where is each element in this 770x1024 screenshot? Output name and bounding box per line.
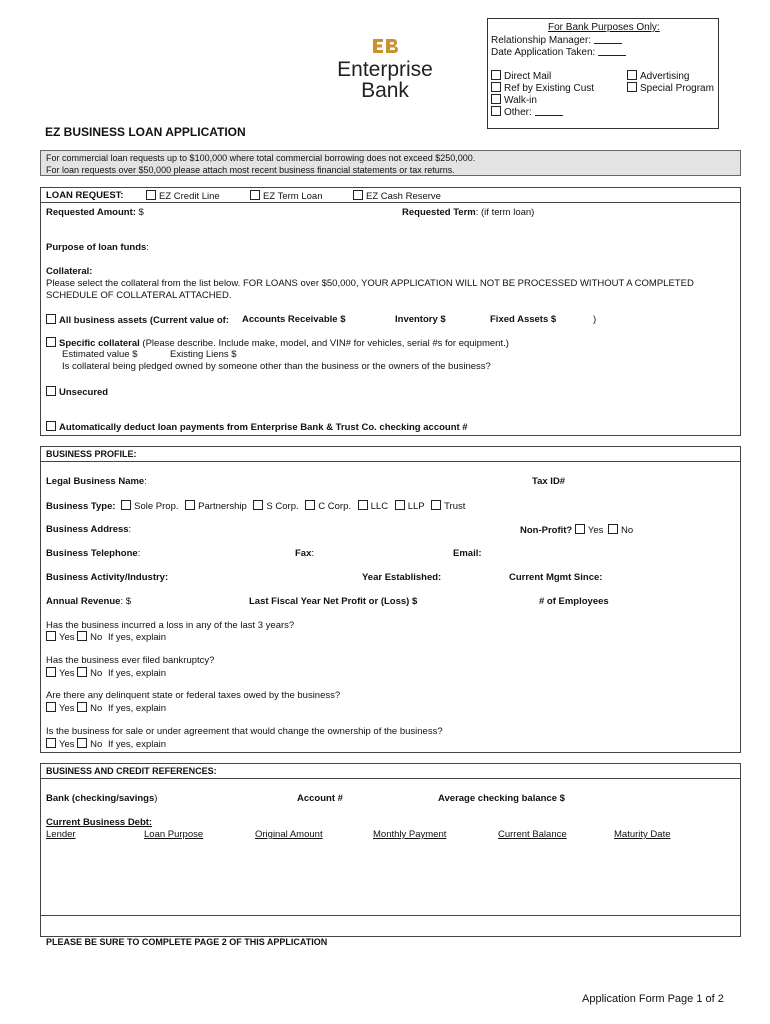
answer-no[interactable] xyxy=(77,668,102,679)
checkbox[interactable] xyxy=(46,386,56,396)
non-profit-field xyxy=(520,524,633,536)
all-assets-label: All business assets (Current value of: xyxy=(59,315,229,326)
option-ez-term-loan[interactable] xyxy=(250,190,323,202)
col-loan-purpose: Loan Purpose xyxy=(144,829,204,840)
unsecured-option[interactable] xyxy=(46,386,108,398)
business-type-llc[interactable] xyxy=(358,501,388,512)
email-field[interactable]: Email: xyxy=(453,548,482,559)
pledged-question: Is collateral being pledged owned by someone other than the business or the owners of the business? xyxy=(62,361,491,372)
col-monthly-payment: Monthly Payment xyxy=(373,829,447,840)
option-label: EZ Cash Reserve xyxy=(366,191,441,202)
if-yes-explain: If yes, explain xyxy=(107,703,167,714)
option-label: No xyxy=(90,703,103,714)
bank-option-walk-in[interactable] xyxy=(491,94,537,106)
answer-bankruptcy xyxy=(46,667,166,679)
checkbox[interactable] xyxy=(146,190,156,200)
estimated-value-field[interactable]: Estimated value $ xyxy=(62,349,138,360)
checkbox[interactable] xyxy=(46,314,56,324)
checkbox[interactable] xyxy=(575,524,585,534)
option-label: No xyxy=(621,525,634,536)
business-type-row xyxy=(46,500,465,512)
current-debt-label: Current Business Debt: xyxy=(46,817,153,828)
notice-line2: For loan requests over $50,000 please attach most recent business financial statements or tax returns. xyxy=(46,165,455,175)
employees-field[interactable]: # of Employees xyxy=(539,596,609,607)
loan-request-section xyxy=(40,187,741,436)
bank-field[interactable] xyxy=(46,793,157,804)
legal-name-field[interactable] xyxy=(46,476,147,487)
answer-yes[interactable] xyxy=(46,703,75,714)
checkbox[interactable] xyxy=(46,667,56,677)
business-type-c-corp[interactable] xyxy=(305,501,351,512)
answer-taxes xyxy=(46,702,166,714)
checkbox[interactable] xyxy=(77,702,87,712)
fax-field[interactable] xyxy=(295,548,314,559)
business-address-label: Business Address xyxy=(46,524,129,535)
checkbox[interactable] xyxy=(250,190,260,200)
annual-revenue-field[interactable] xyxy=(46,596,131,607)
col-lender: Lender xyxy=(46,829,76,840)
close-paren: ) xyxy=(593,314,597,325)
complete-page2-note: PLEASE BE SURE TO COMPLETE PAGE 2 OF THIS APPLICATION xyxy=(46,937,328,947)
specific-collateral-text: (Please describe. Include make, model, and VIN# for vehicles, serial #s for equipment.) xyxy=(139,338,509,349)
unsecured-label: Unsecured xyxy=(59,387,109,398)
option-label: Yes xyxy=(587,525,604,536)
option-label: EZ Term Loan xyxy=(263,191,323,202)
question-bankruptcy: Has the business ever filed bankruptcy? xyxy=(46,655,215,666)
checkbox[interactable] xyxy=(46,421,56,431)
option-label: Walk-in xyxy=(504,95,537,106)
checkbox[interactable] xyxy=(46,631,56,641)
checkbox[interactable] xyxy=(305,500,315,510)
option-label: LLC xyxy=(370,501,389,512)
option-label: No xyxy=(90,739,103,750)
option-label: No xyxy=(90,632,103,643)
references-bottom-divider xyxy=(40,915,741,916)
all-assets-option[interactable] xyxy=(46,314,229,326)
enterprise-bank-logo xyxy=(330,36,440,101)
checkbox[interactable] xyxy=(431,500,441,510)
option-label: EZ Credit Line xyxy=(159,191,220,202)
business-telephone-field[interactable] xyxy=(46,548,140,559)
option-label: Yes xyxy=(59,703,75,714)
question-sale: Is the business for sale or under agreement that would change the ownership of the business? xyxy=(46,726,443,737)
col-current-balance: Current Balance xyxy=(498,829,567,840)
fax-label: Fax xyxy=(295,548,312,559)
logo-text-line2: Bank xyxy=(361,79,409,102)
term-hint: : (if term loan) xyxy=(475,207,535,218)
checkbox[interactable] xyxy=(46,738,56,748)
specific-collateral-option[interactable] xyxy=(46,337,509,349)
checkbox[interactable] xyxy=(491,70,501,80)
logo-text-line1: Enterprise xyxy=(337,58,433,81)
option-label: Advertising xyxy=(640,71,690,82)
purpose-label: Purpose of loan funds xyxy=(46,242,147,253)
answer-no[interactable] xyxy=(77,739,102,750)
business-profile-header: BUSINESS PROFILE: xyxy=(46,449,137,459)
requested-amount-field[interactable] xyxy=(46,207,144,218)
notice-line1: For commercial loan requests up to $100,000 where total commercial borrowing does not exceed $250,000. xyxy=(46,153,476,163)
non-profit-no[interactable] xyxy=(608,525,633,536)
option-label: Direct Mail xyxy=(504,71,552,82)
loan-request-divider xyxy=(40,202,741,203)
checkbox[interactable] xyxy=(491,82,501,92)
business-profile-divider xyxy=(40,461,741,462)
existing-liens-field[interactable]: Existing Liens $ xyxy=(170,349,237,360)
option-label: Partnership xyxy=(198,501,247,512)
bank-option-advertising[interactable] xyxy=(627,70,689,82)
checkbox[interactable] xyxy=(358,500,368,510)
option-ez-credit-line[interactable] xyxy=(146,190,220,202)
checkbox[interactable] xyxy=(353,190,363,200)
option-label: Special Program xyxy=(640,83,714,94)
specific-collateral-label: Specific collateral xyxy=(59,338,140,349)
option-label: LLP xyxy=(407,501,425,512)
bank-purposes-title: For Bank Purposes Only: xyxy=(548,22,660,33)
business-type-sole-prop[interactable] xyxy=(121,501,178,512)
notice-bar xyxy=(40,150,741,176)
checkbox[interactable] xyxy=(608,524,618,534)
loan-request-label: LOAN REQUEST: xyxy=(46,190,124,201)
dollar-sign: $ xyxy=(138,207,144,218)
checkbox[interactable] xyxy=(77,667,87,677)
accounts-receivable-field[interactable]: Accounts Receivable $ xyxy=(242,314,346,325)
account-field[interactable]: Account # xyxy=(297,793,343,804)
checkbox[interactable] xyxy=(253,500,263,510)
telephone-colon: : xyxy=(137,548,141,559)
inventory-field[interactable]: Inventory $ xyxy=(395,314,446,325)
page-title: EZ BUSINESS LOAN APPLICATION xyxy=(45,125,246,139)
year-established-field[interactable]: Year Established: xyxy=(362,572,442,583)
bank-option-special-program[interactable] xyxy=(627,82,714,94)
auto-deduct-option[interactable] xyxy=(46,421,468,433)
net-profit-field[interactable]: Last Fiscal Year Net Profit or (Loss) $ xyxy=(249,596,418,607)
business-type-llp[interactable] xyxy=(395,501,425,512)
non-profit-label: Non-Profit? xyxy=(520,525,573,536)
tax-id-field[interactable]: Tax ID# xyxy=(532,476,566,487)
option-label: Sole Prop. xyxy=(134,501,179,512)
answer-loss xyxy=(46,631,166,643)
question-taxes: Are there any delinquent state or federal taxes owed by the business? xyxy=(46,690,341,701)
auto-deduct-label: Automatically deduct loan payments from Enterprise Bank & Trust Co. checking account # xyxy=(59,422,468,433)
answer-sale xyxy=(46,738,166,750)
answer-yes[interactable] xyxy=(46,668,75,679)
bank-label: Bank (checking/savings xyxy=(46,793,155,804)
option-label: Trust xyxy=(444,501,466,512)
purpose-colon: : xyxy=(146,242,149,253)
collateral-text-line2: SCHEDULE OF COLLATERAL ATTACHED. xyxy=(46,290,232,301)
checkbox[interactable] xyxy=(185,500,195,510)
business-address-field[interactable] xyxy=(46,524,131,535)
bank-close: ) xyxy=(154,793,158,804)
references-header: BUSINESS AND CREDIT REFERENCES: xyxy=(46,766,217,776)
business-type-trust[interactable] xyxy=(431,501,465,512)
annual-revenue-label: Annual Revenue xyxy=(46,596,121,607)
business-type-label: Business Type: xyxy=(46,501,116,512)
checkbox[interactable] xyxy=(77,631,87,641)
mgmt-since-field[interactable]: Current Mgmt Since: xyxy=(509,572,603,583)
date-taken-label: Date Application Taken: xyxy=(491,47,596,58)
non-profit-yes[interactable] xyxy=(575,525,604,536)
requested-term-field[interactable] xyxy=(402,207,534,218)
relationship-manager-field[interactable] xyxy=(491,35,622,46)
collateral-label: Collateral: xyxy=(46,266,93,277)
option-ez-cash-reserve[interactable] xyxy=(353,190,441,202)
logo-mark-icon xyxy=(370,36,400,56)
option-label: Other: xyxy=(504,107,532,118)
col-original-amount: Original Amount xyxy=(255,829,323,840)
revenue-dollar: : $ xyxy=(120,596,131,607)
question-loss: Has the business incurred a loss in any of the last 3 years? xyxy=(46,620,295,631)
checkbox[interactable] xyxy=(491,106,501,116)
legal-name-colon: : xyxy=(144,476,147,487)
checkbox[interactable] xyxy=(46,337,56,347)
references-section xyxy=(40,763,741,937)
if-yes-explain: If yes, explain xyxy=(107,632,167,643)
requested-amount-label: Requested Amount: xyxy=(46,207,136,218)
business-activity-field[interactable]: Business Activity/Industry: xyxy=(46,572,169,583)
collateral-text-line1: Please select the collateral from the list below. FOR LOANS over $50,000, YOUR APPLICATION WILL NOT BE PROCESSED WITHOUT A COMPLETED xyxy=(46,278,694,289)
business-type-partnership[interactable] xyxy=(185,501,247,512)
option-label: No xyxy=(90,668,103,679)
address-colon: : xyxy=(128,524,132,535)
avg-balance-field[interactable]: Average checking balance $ xyxy=(438,793,565,804)
references-divider xyxy=(40,778,741,779)
checkbox[interactable] xyxy=(491,94,501,104)
checkbox[interactable] xyxy=(77,738,87,748)
date-taken-field[interactable] xyxy=(491,47,626,58)
checkbox[interactable] xyxy=(46,702,56,712)
bank-option-ref-existing[interactable] xyxy=(491,82,594,94)
fixed-assets-field[interactable]: Fixed Assets $ xyxy=(490,314,557,325)
answer-no[interactable] xyxy=(77,632,102,643)
purpose-field[interactable] xyxy=(46,242,149,253)
relationship-manager-label: Relationship Manager: xyxy=(491,35,592,46)
fax-colon: : xyxy=(311,548,315,559)
page-number: Application Form Page 1 of 2 xyxy=(582,993,724,1005)
bank-option-other[interactable] xyxy=(491,106,563,118)
checkbox[interactable] xyxy=(627,82,637,92)
business-type-s-corp[interactable] xyxy=(253,501,298,512)
answer-yes[interactable] xyxy=(46,739,75,750)
answer-no[interactable] xyxy=(77,703,102,714)
checkbox[interactable] xyxy=(627,70,637,80)
if-yes-explain: If yes, explain xyxy=(107,668,167,679)
option-label: Yes xyxy=(59,632,75,643)
business-telephone-label: Business Telephone xyxy=(46,548,138,559)
requested-term-label: Requested Term xyxy=(402,207,476,218)
bank-option-direct-mail[interactable] xyxy=(491,70,551,82)
legal-name-label: Legal Business Name xyxy=(46,476,145,487)
checkbox[interactable] xyxy=(395,500,405,510)
col-maturity-date: Maturity Date xyxy=(614,829,671,840)
option-label: Ref by Existing Cust xyxy=(504,83,595,94)
answer-yes[interactable] xyxy=(46,632,75,643)
if-yes-explain: If yes, explain xyxy=(107,739,167,750)
checkbox[interactable] xyxy=(121,500,131,510)
option-label: Yes xyxy=(59,668,75,679)
option-label: C Corp. xyxy=(318,501,351,512)
option-label: S Corp. xyxy=(266,501,299,512)
option-label: Yes xyxy=(59,739,75,750)
